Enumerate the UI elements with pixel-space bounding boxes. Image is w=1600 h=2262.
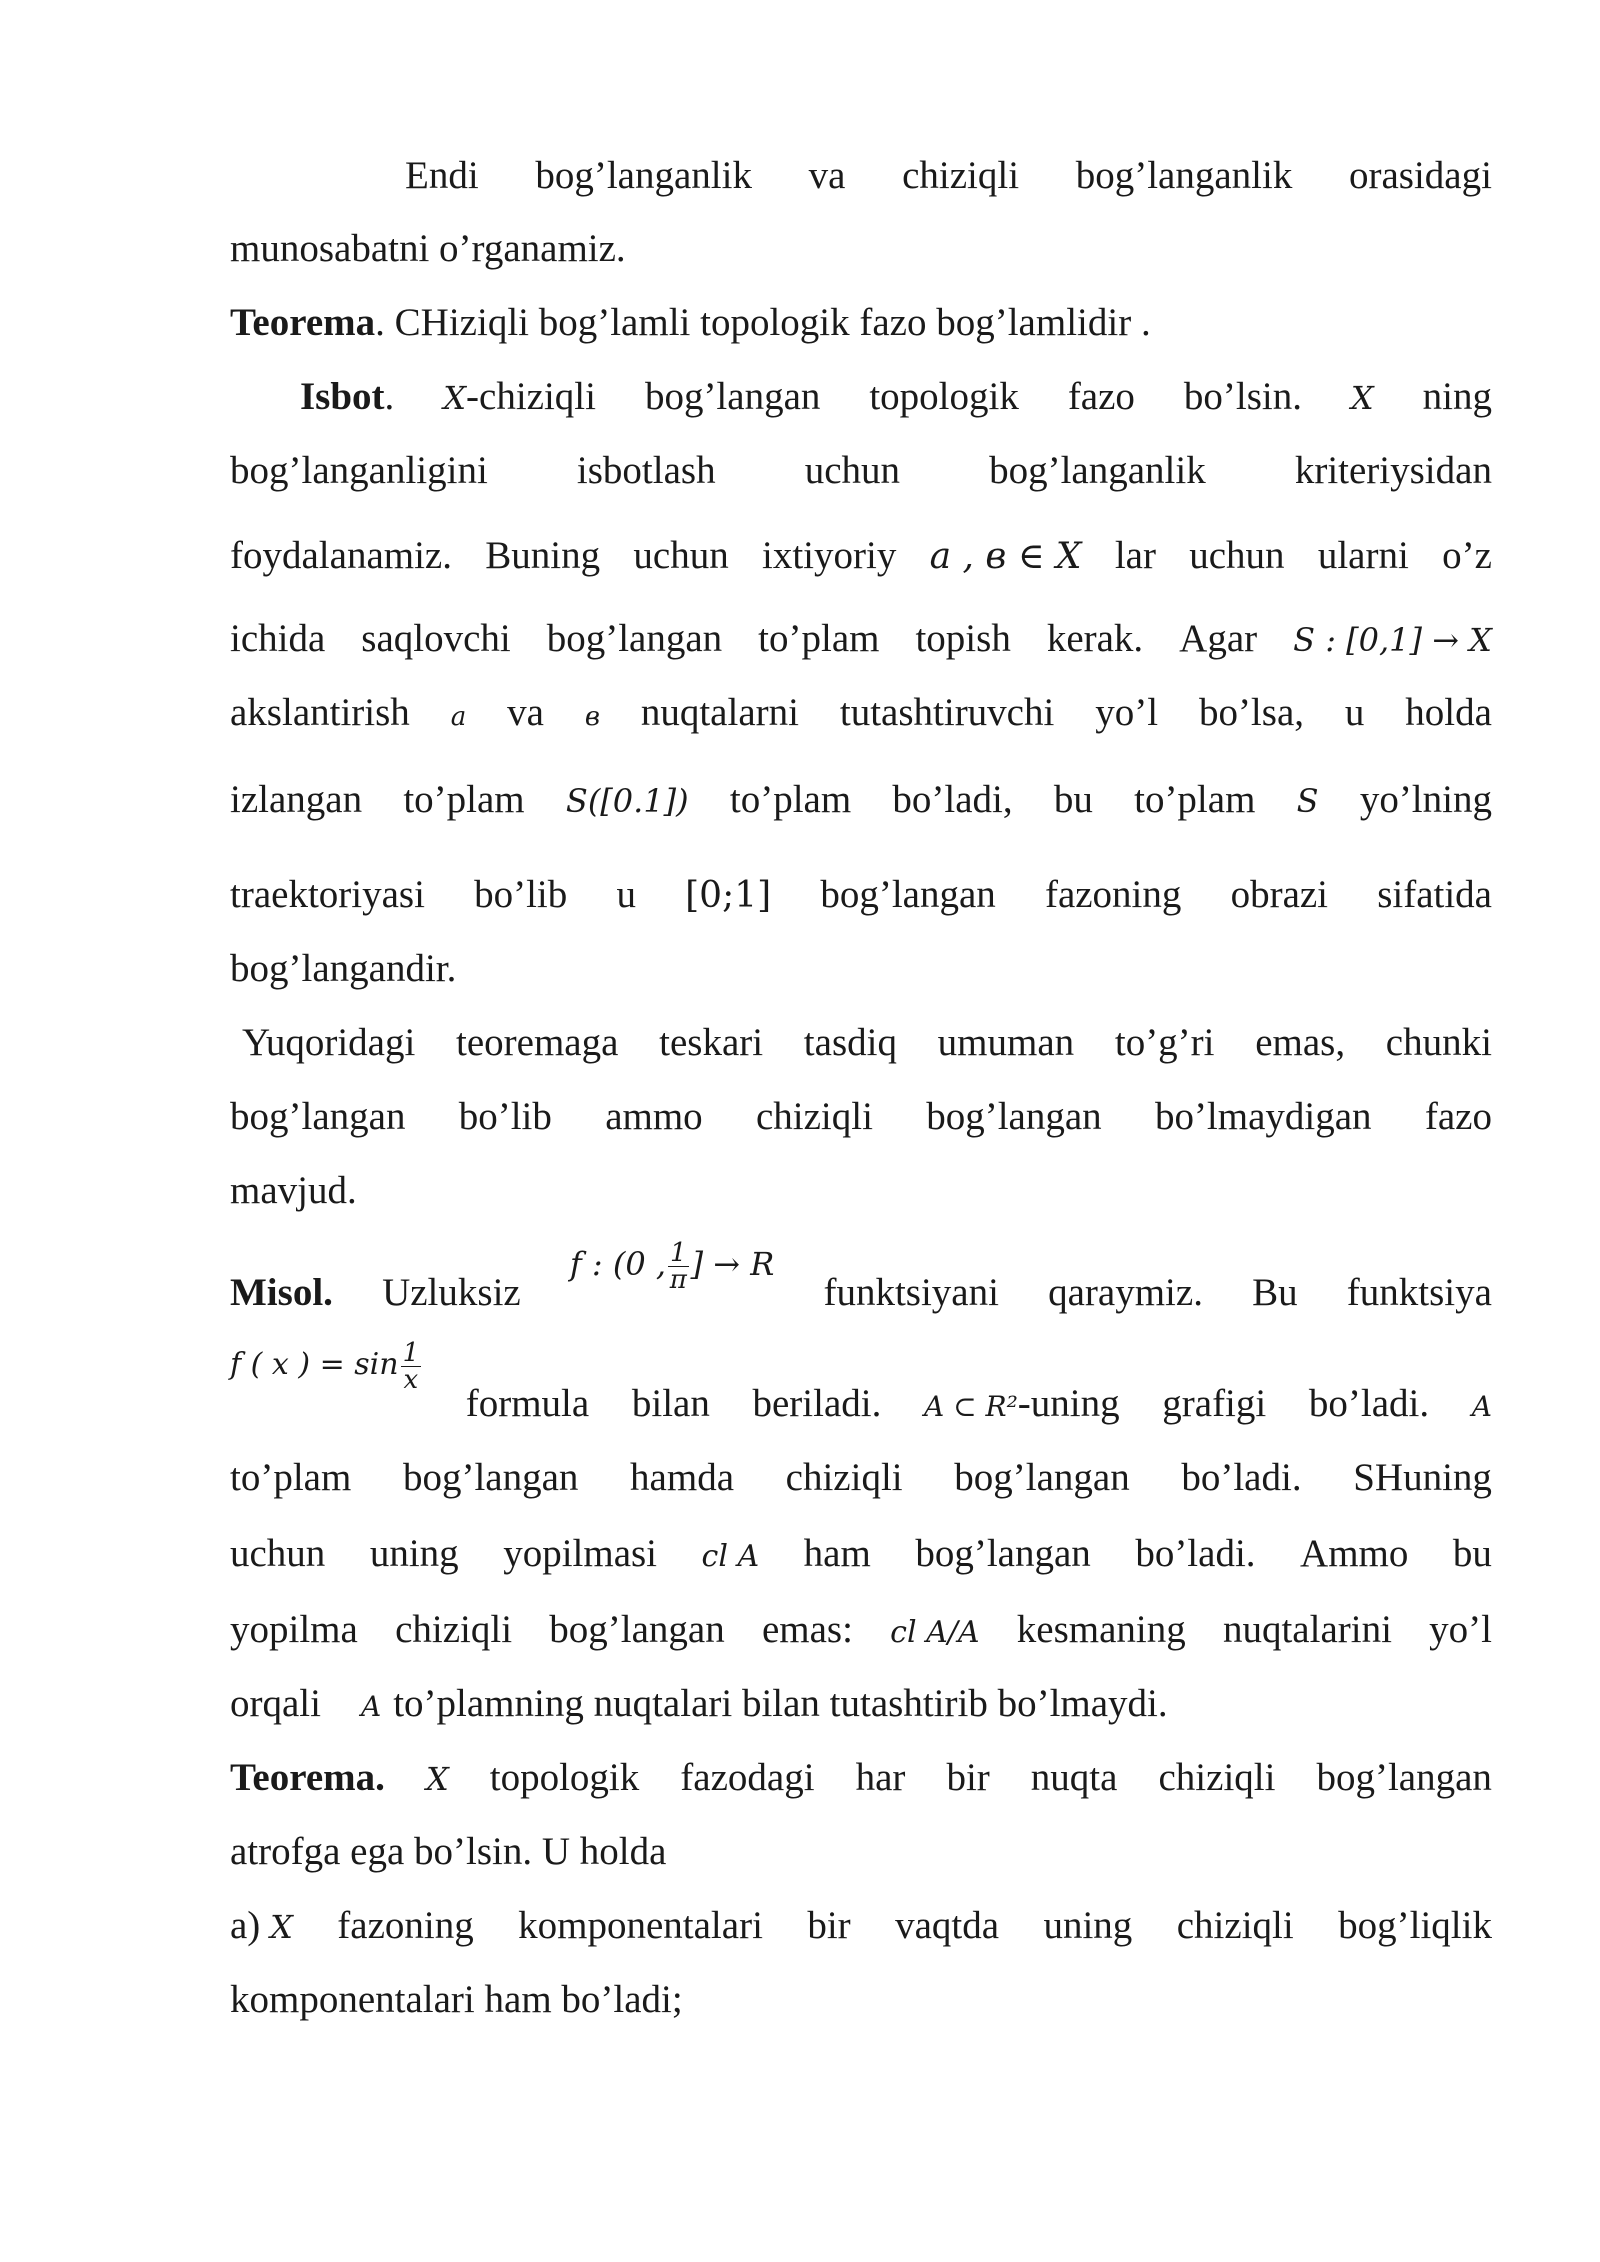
proof-label: Isbot xyxy=(300,375,385,418)
paragraph-converse-line-1: Yuqoridagi teoremaga teskari tasdiq umuman to’g’ri emas, chunki xyxy=(242,1021,1492,1064)
math-A: A xyxy=(360,1690,382,1723)
proof-line-1: Isbot. X-chiziqli bog’langan topologik fazo bo’lsin. X ning xyxy=(230,371,1492,424)
theorem-2-label: Teorema. xyxy=(230,1756,385,1799)
theorem-1-text: . CHiziqli bog’lamli topologik fazo bog’lamlidir . xyxy=(375,301,1151,344)
proof-line-6: izlangan to’plam S([0.1]) to’plam bo’ladi, bu to’plam S yo’lning xyxy=(230,774,1492,827)
math-interval: [0;1] xyxy=(685,875,772,916)
math-a-b-in-X: a , в ∈ X xyxy=(929,536,1082,577)
math-S-image: S([0.1]) xyxy=(565,782,689,820)
math-X: X xyxy=(425,1760,449,1798)
math-clA: cl A xyxy=(701,1539,760,1574)
theorem-2-item-a-line-2: komponentalari ham bo’ladi; xyxy=(230,1978,683,2021)
math-clA-minus-A: cl A/A xyxy=(890,1615,980,1650)
proof-line-8: bog’langandir. xyxy=(230,947,457,990)
proof-line-3: foydalanamiz. Buning uchun ixtiyoriy a , в ∈ X lar uchun ularni o’z xyxy=(230,530,1492,583)
example-line-5: yopilma chiziqli bog’langan emas: cl A/A kesmaning nuqtalarini yo’l xyxy=(230,1604,1492,1659)
paragraph-converse-line-3: mavjud. xyxy=(230,1169,357,1212)
math-A: A xyxy=(1471,1390,1492,1423)
paragraph-converse-line-2: bog’langan bo’lib ammo chiziqli bog’langan bo’lmaydigan fazo xyxy=(230,1095,1492,1138)
math-X: X xyxy=(270,1908,293,1946)
math-S: S xyxy=(1296,782,1319,820)
proof-line-5: akslantirish a va в nuqtalarni tutashtiruvchi yo’l bo’lsa, u holda xyxy=(230,687,1492,743)
theorem-2-item-a: a) X fazoning komponentalari bir vaqtda uning chiziqli bog’liqlik xyxy=(230,1904,1492,1947)
paragraph-intro-line-1: Endi bog’langanlik va chiziqli bog’langanlik orasidagi xyxy=(405,154,1492,197)
math-f-domain: f : (0 , $\frac{1}{\pi}$ ] → R xyxy=(569,1238,775,1295)
example-line-6: orqali A to’plamning nuqtalari bilan tutashtirib bo’lmaydi. xyxy=(230,1678,1492,1733)
math-b: в xyxy=(584,702,600,732)
proof-line-4: ichida saqlovchi bog’langan to’plam topish kerak. Agar S : [0,1] → X xyxy=(230,613,1492,666)
theorem-2-line-2: atrofga ega bo’lsin. U holda xyxy=(230,1830,667,1873)
example-line-4: uchun uning yopilmasi cl A ham bog’langan bo’ladi. Ammo bu xyxy=(230,1528,1492,1583)
math-X: X xyxy=(443,379,467,417)
math-f-sin: f ( x ) = sin $\frac{1}{x}$ xyxy=(230,1337,420,1395)
example-line-2: f ( x ) = sin $\frac{1}{x}$ formula bilan beriladi. A ⊂ R²-uning grafigi bo’ladi. A xyxy=(230,1378,1492,1435)
theorem-1 xyxy=(230,297,1492,349)
math-A-subset-R2: A ⊂ R² xyxy=(924,1390,1018,1423)
example-line-1: Misol. Uzluksiz f : (0 , $\frac{1}{\pi}$ ] → R funktsiyani qaraymiz. Bu funktsiya xyxy=(230,1267,1492,1323)
proof-line-2: bog’langanligini isbotlash uchun bog’langanlik kriteriysidan xyxy=(230,449,1492,492)
proof-line-7: traektoriyasi bo’lib u [0;1] bog’langan fazoning obrazi sifatida xyxy=(230,869,1492,922)
math-a: a xyxy=(450,702,467,732)
paragraph-intro-line-2: munosabatni o’rganamiz. xyxy=(230,227,626,270)
theorem-2-line-1: Teorema. X topologik fazodagi har bir nuqta chiziqli bog’langan xyxy=(230,1752,1492,1805)
theorem-1-label: Teorema xyxy=(230,301,376,344)
example-label: Misol. xyxy=(230,1271,333,1314)
math-map-S: S : [0,1] → X xyxy=(1293,621,1492,659)
math-X: X xyxy=(1350,379,1374,417)
example-line-3: to’plam bog’langan hamda chiziqli bog’langan bo’ladi. SHuning xyxy=(230,1456,1492,1499)
